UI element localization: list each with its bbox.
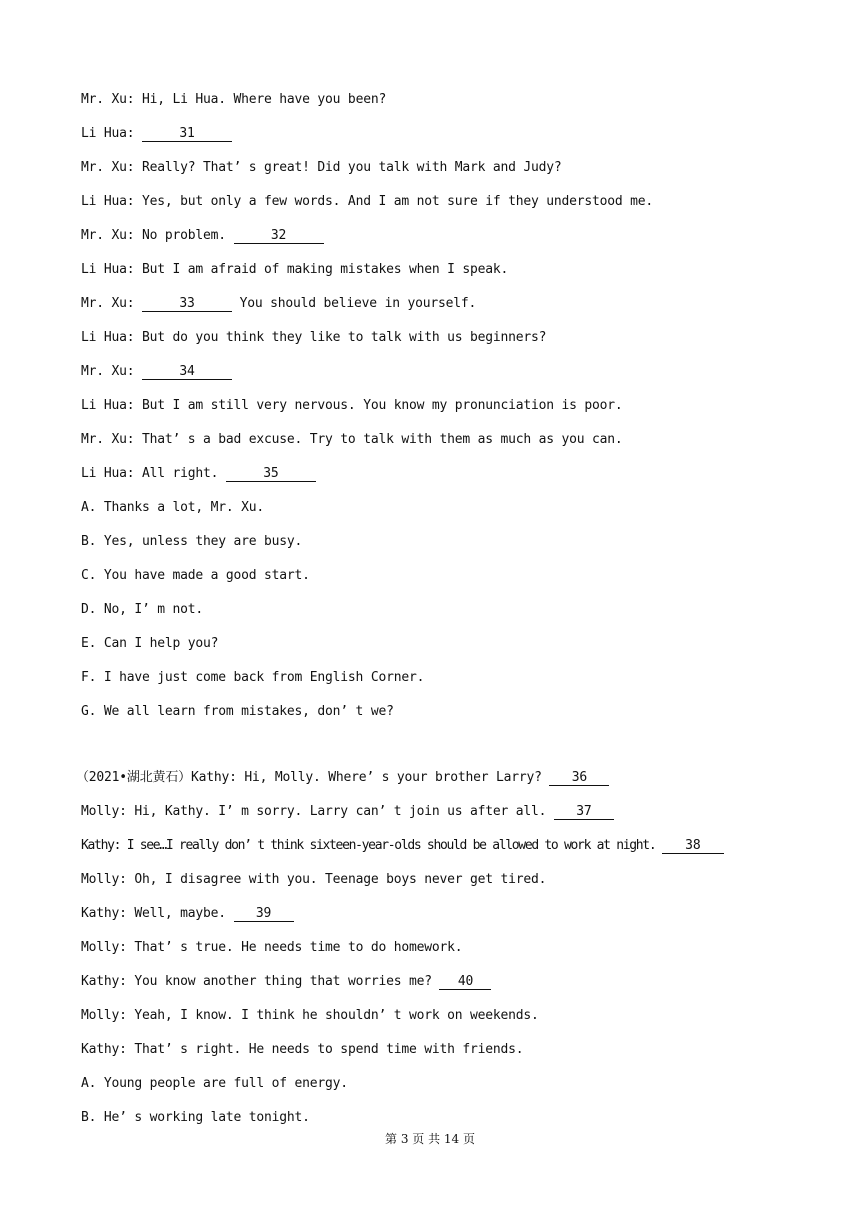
option-item: A. Young people are full of energy. [81,1076,348,1091]
answer-blank[interactable]: 35 [226,467,316,482]
dialogue-line [81,940,462,956]
speaker: Mr. Xu: [81,160,135,175]
line-text: No problem. [134,228,234,243]
option-item: C. You have made a good start. [81,568,310,583]
line-text [134,126,142,141]
option-item: F. I have just come back from English Corner. [81,670,425,685]
dialogue-line [81,1008,539,1024]
option-item: A. Thanks a lot, Mr. Xu. [81,500,265,515]
speaker: Li Hua: [81,330,135,345]
speaker: Li Hua: [81,126,135,141]
answer-blank[interactable]: 31 [142,127,232,142]
dialogue-line [81,262,508,278]
speaker: Li Hua: [81,398,135,413]
answer-blank[interactable]: 36 [549,771,609,786]
speaker: Molly: [81,1008,127,1023]
dialogue-line [76,770,609,786]
line-text: That’ s right. He needs to spend time with friends. [126,1042,524,1057]
answer-blank[interactable]: 40 [439,975,491,990]
dialogue-line [81,330,546,346]
answer-blank[interactable]: 38 [662,839,724,854]
line-text: Yes, but only a few words. And I am not sure if they understood me. [134,194,654,209]
line-text: You know another thing that worries me? [126,974,440,989]
option-item: B. Yes, unless they are busy. [81,534,303,549]
line-text [134,296,142,311]
speaker: Li Hua: [81,194,135,209]
speaker: Mr. Xu: [81,432,135,447]
line-text: You should believe in yourself. [232,296,477,311]
option-item: E. Can I help you? [81,636,219,651]
dialogue-line [81,160,561,176]
answer-blank[interactable]: 39 [234,907,294,922]
speaker: Kathy: [81,1042,127,1057]
line-text: But do you think they like to talk with us beginners? [134,330,547,345]
speaker: Molly: [81,872,127,887]
answer-blank[interactable]: 37 [554,805,614,820]
speaker: Mr. Xu: [81,92,135,107]
dialogue-line [81,872,546,888]
speaker: Kathy: [81,906,127,921]
line-text: Yeah, I know. I think he shouldn’ t work on weekends. [126,1008,539,1023]
line-text: All right. [134,466,226,481]
speaker: Li Hua: [81,466,135,481]
dialogue-line [81,364,232,380]
line-text: Hi, Molly. Where’ s your brother Larry? [236,770,550,785]
line-text [134,364,142,379]
dialogue-line [81,974,491,990]
speaker: Molly: [81,940,127,955]
line-text: That’ s true. He needs time to do homework. [126,940,463,955]
line-text: Well, maybe. [126,906,234,921]
dialogue-line [81,296,476,312]
line-text: But I am still very nervous. You know my pronunciation is poor. [134,398,623,413]
speaker: Mr. Xu: [81,228,135,243]
dialogue-line [81,466,316,482]
line-text: That’ s a bad excuse. Try to talk with them as much as you can. [134,432,623,447]
line-text: Hi, Kathy. I’ m sorry. Larry can’ t join us after all. [126,804,554,819]
dialogue-line [81,228,324,244]
speaker: Kathy: [190,770,237,785]
line-text: Oh, I disagree with you. Teenage boys never get tired. [126,872,547,887]
dialogue-line [81,398,623,414]
line-text: Hi, Li Hua. Where have you been? [134,92,387,107]
dialogue-line [81,92,386,108]
speaker: Li Hua: [81,262,135,277]
line-text: But I am afraid of making mistakes when I speak. [134,262,509,277]
dialogue-line [81,432,623,448]
dialogue-line [81,1042,523,1058]
dialogue-line [81,906,294,922]
speaker: Kathy: [81,838,121,853]
answer-blank[interactable]: 33 [142,297,232,312]
dialogue-line [81,804,614,820]
dialogue-line [81,126,232,142]
answer-blank[interactable]: 32 [234,229,324,244]
option-item: B. He’ s working late tonight. [81,1110,310,1125]
answer-blank[interactable]: 34 [142,365,232,380]
source-label: （2021•湖北黄石） [76,770,191,785]
option-item: D. No, I’ m not. [81,602,204,617]
speaker: Mr. Xu: [81,364,135,379]
speaker: Mr. Xu: [81,296,135,311]
page-footer: 第 3 页 共 14 页 [385,1132,475,1146]
speaker: Kathy: [81,974,127,989]
line-text: Really? That’ s great! Did you talk with Mark and Judy? [134,160,562,175]
dialogue-line [81,838,724,854]
speaker: Molly: [81,804,127,819]
line-text: I see…I really don’ t think sixteen-year-olds should be allowed to work at night. [120,838,662,853]
option-item: G. We all learn from mistakes, don’ t we? [81,704,394,719]
dialogue-line [81,194,653,210]
